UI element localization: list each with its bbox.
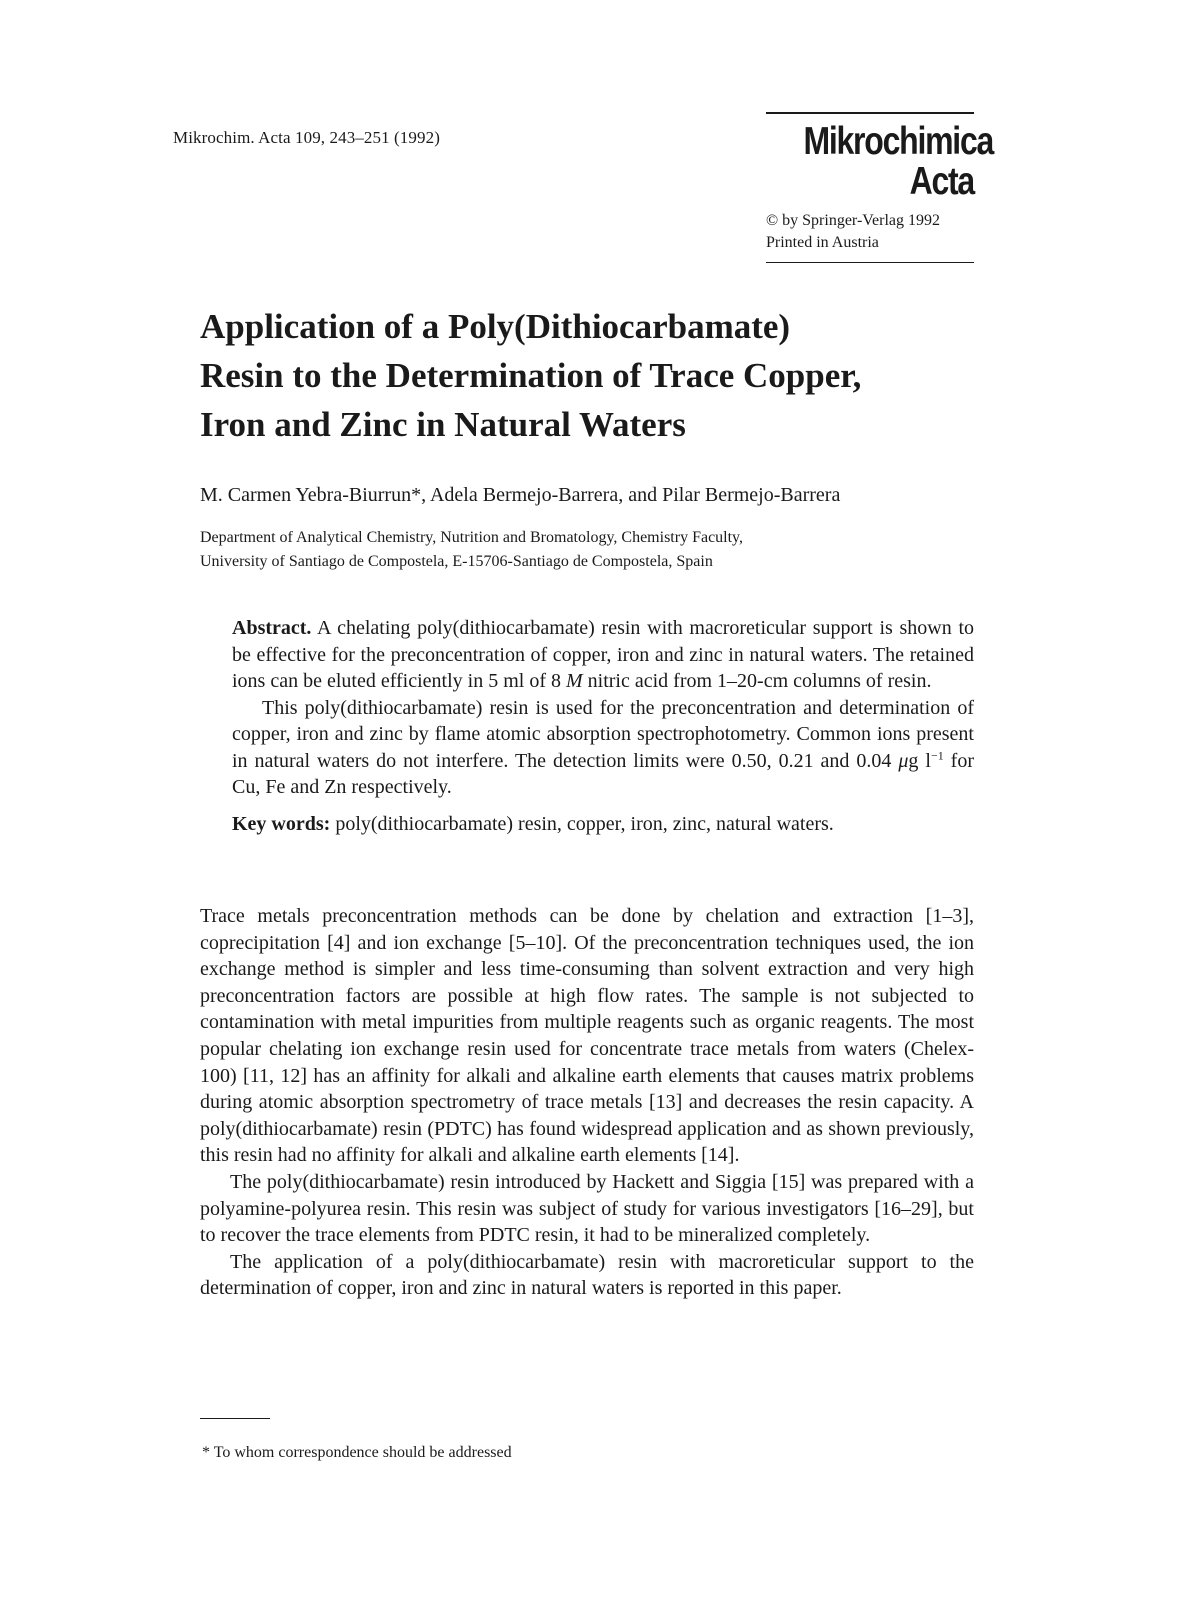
affiliation-line-1: Department of Analytical Chemistry, Nutrition and Bromatology, Chemistry Faculty, [200,529,744,546]
masthead-top-rule [766,112,974,114]
abstract-text-1: A chelating poly(dithiocarbamate) resin with macroreticular support is shown to be effective for the preconcentration of copper, iron and zinc in natural waters. The retained ions can be eluted efficiently in 5 ml of 8 [232,617,974,692]
molarity-unit: M [565,670,583,692]
masthead-bottom-rule [766,262,974,264]
journal-citation: Mikrochim. Acta 109, 243–251 (1992) [173,128,440,147]
body-paragraph-2: The poly(dithiocarbamate) resin introduced by Hackett and Siggia [15] was prepared with a polyamine-polyurea resin. This resin was subject of study for various investigators [16–29], but to recover the trace elements from PDTC resin, it had to be mineralized completely. [200,1170,974,1247]
unit-text: g l [908,749,931,772]
abstract-paragraph-2 [232,695,974,801]
journal-logo [803,119,994,203]
abstract-text-2: This poly(dithiocarbamate) resin is used for the preconcentration and determination of copper, iron and zinc by flame atomic absorption spectrophotometry. Common ions present in natural waters do not interfere. The detection limits were 0.50, 0.21 and 0.04 [232,696,974,772]
footnote-rule [200,1418,270,1419]
abstract-text-2-end: for Cu, Fe and Zn respectively. [232,749,974,798]
body-paragraph-3: The application of a poly(dithiocarbamate) resin with macroreticular support to the determination of copper, iron and zinc in natural waters is reported in this paper. [200,1250,974,1300]
body-paragraph-1: Trace metals preconcentration methods can be done by chelation and extraction [1–3], coprecipitation [4] and ion exchange [5–10]. Of the preconcentration techniques used, the ion exchange method is simpler and less time-consuming than solvent extraction and very high preconcentration factors are possible at high flow rates. The sample is not subjected to contamination with metal impurities from multiple reagents such as organic reagents. The most popular chelating ion exchange resin used for concentrate trace metals from waters (Chelex-100) [11, 12] has an affinity for alkali and alkaline earth elements that causes matrix problems during atomic absorption spectrometry of trace metals [13] and decreases the resin capacity. A poly(dithiocarbamate) resin (PDTC) has found widespread application and as shown previously, this resin had no affinity for alkali and alkaline earth elements [14]. [200,905,974,1167]
micro-symbol: μ [898,749,909,772]
copyright-notice: © by Springer-Verlag 1992 [766,211,941,229]
paper-title [200,302,980,449]
journal-logo-line2: Acta [909,159,974,203]
title-line-1: Application of a Poly(Dithiocarbamate) [200,307,791,346]
abstract-text-1-end: nitric acid from 1–20-cm columns of resin. [582,670,932,692]
keywords-label: Key words: [232,812,331,835]
unit-exponent: −1 [930,747,944,762]
author-list: M. Carmen Yebra-Biurrun*, Adela Bermejo-Barrera, and Pilar Bermejo-Barrera [200,484,841,506]
affiliation-line-2: University of Santiago de Compostela, E-15706-Santiago de Compostela, Spain [200,553,713,570]
abstract-paragraph-1 [232,615,974,695]
publisher-info [766,210,974,254]
title-line-3: Iron and Zinc in Natural Waters [200,405,686,444]
printed-location: Printed in Austria [766,233,879,251]
body-text [200,903,974,1302]
keywords-text: poly(dithiocarbamate) resin, copper, iron, zinc, natural waters. [330,812,834,835]
title-line-2: Resin to the Determination of Trace Copper, [200,356,862,395]
journal-masthead [766,112,994,263]
author-affiliation [200,526,743,574]
keywords [232,811,974,838]
abstract-label: Abstract. [232,617,312,639]
footnote: * To whom correspondence should be addressed [202,1444,512,1461]
journal-logo-line1: Mikrochimica [803,119,994,163]
abstract-section [232,615,974,837]
